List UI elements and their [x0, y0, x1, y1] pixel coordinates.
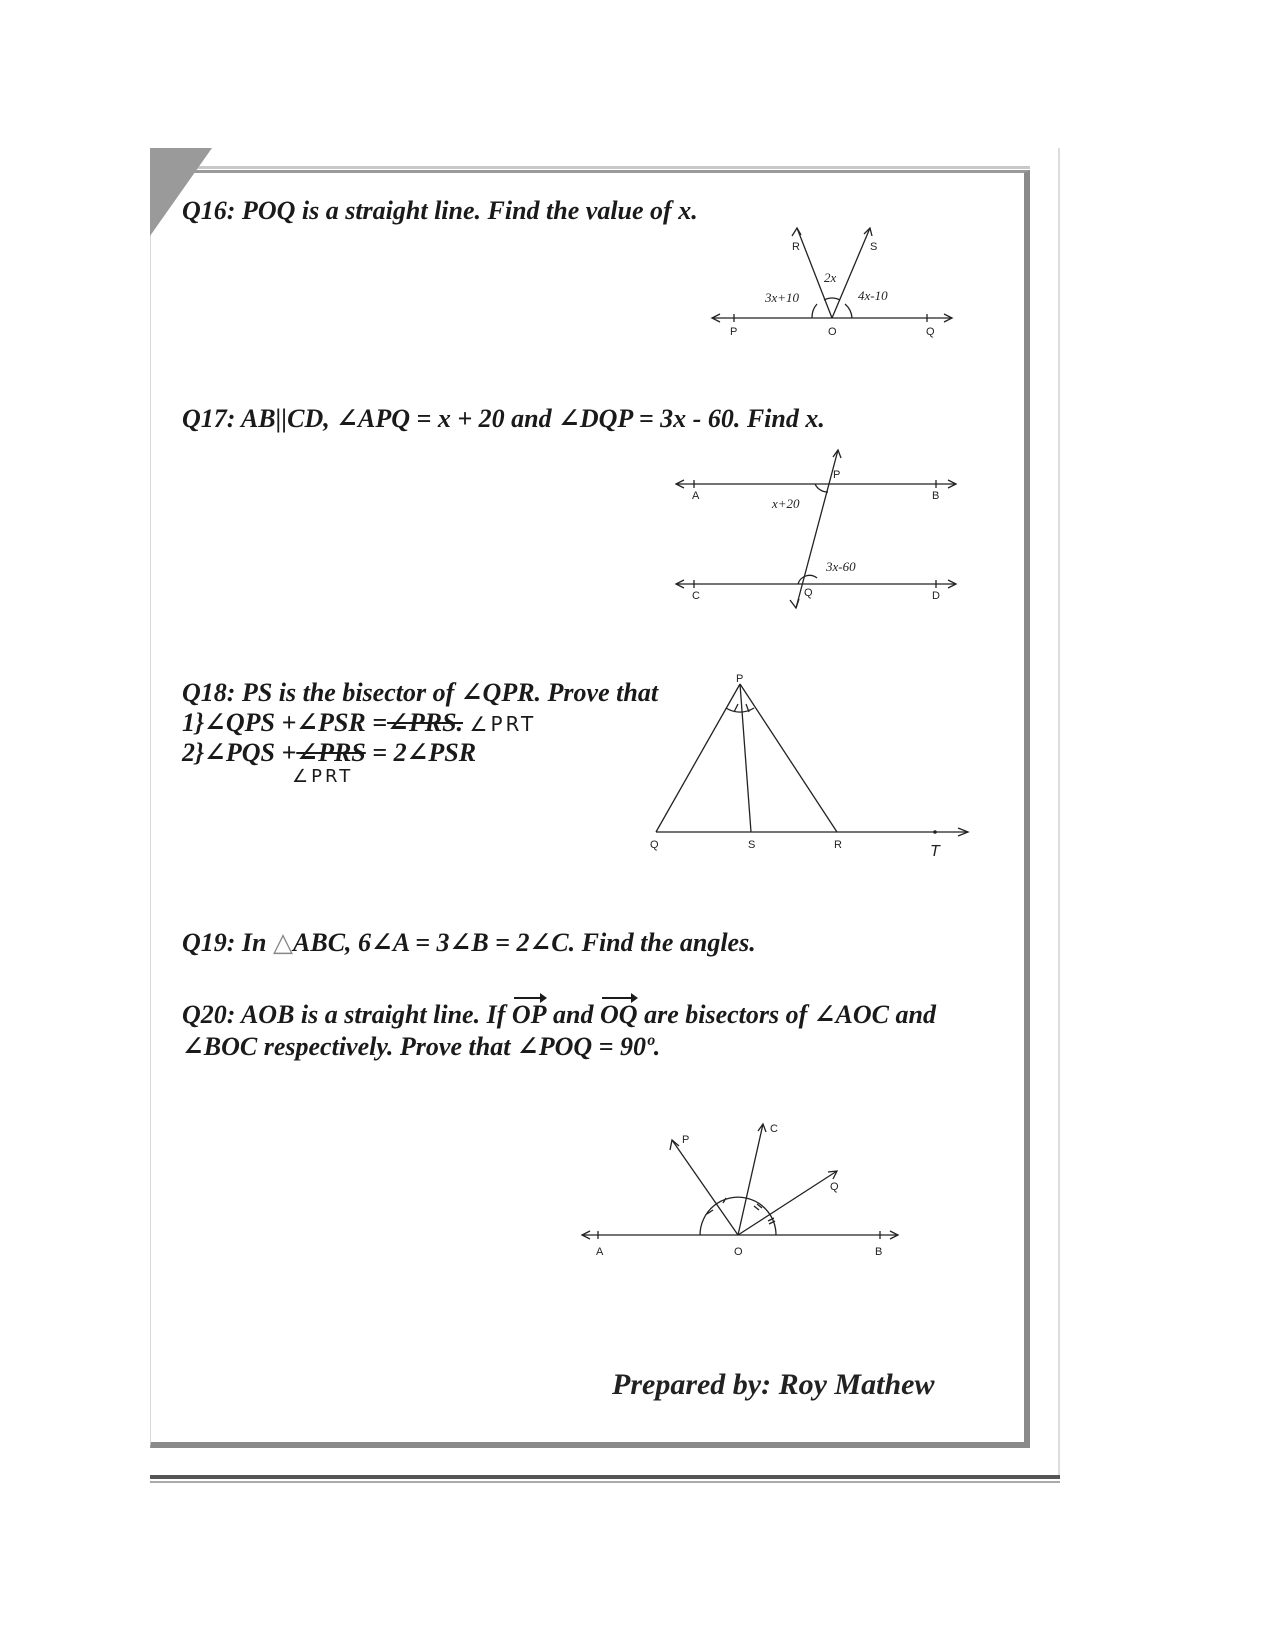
- q17-text: Q17: AB||CD, ∠APQ = x + 20 and ∠DQP = 3x - 60. Find x.: [182, 404, 825, 433]
- q20-label-Q: Q: [830, 1181, 839, 1193]
- q20-line-1-c: are bisectors of ∠AOC and: [637, 1000, 936, 1029]
- q18-line-1: Q18: PS is the bisector of ∠QPR. Prove that: [182, 678, 659, 707]
- q17-label-A: A: [692, 490, 700, 502]
- q16-label-O: O: [828, 326, 837, 338]
- q18-line-2-text: 1}∠QPS +∠PSR =: [182, 708, 388, 737]
- q20-label-P: P: [682, 1134, 690, 1146]
- q17-angle-1: x+20: [772, 496, 800, 511]
- bottom-rule: [150, 1475, 1060, 1479]
- q19-prefix: Q19: In: [182, 928, 274, 957]
- q17-label-C: C: [692, 590, 700, 602]
- q18-line-2: [182, 708, 536, 739]
- q16-label-Q: Q: [926, 326, 935, 338]
- bottom-rule-thin: [150, 1481, 1060, 1483]
- q20-line-2: ∠BOC respectively. Prove that ∠POQ = 90º.: [182, 1032, 661, 1061]
- q16-angle-3: 4x-10: [858, 288, 888, 303]
- q16-label-P: P: [730, 326, 738, 338]
- q17-label-Q: Q: [804, 587, 813, 599]
- frame-top-shadow: [150, 166, 1030, 169]
- q20-label-B: B: [875, 1246, 883, 1258]
- q16-label-S: S: [870, 241, 878, 253]
- q19-text: [182, 928, 756, 958]
- q20-diagram: [580, 1110, 910, 1270]
- q18-line-2-handwritten: ∠PRT: [469, 712, 537, 736]
- q16-angle-2: 2x: [824, 270, 837, 285]
- prepared-by: Prepared by: Roy Mathew: [612, 1368, 935, 1401]
- right-rule: [1058, 148, 1060, 1478]
- q20-vector-op: OP: [511, 1000, 547, 1029]
- q18-label-Q: Q: [650, 839, 659, 851]
- q16-diagram: [712, 220, 962, 340]
- q18-label-T: T: [930, 843, 940, 860]
- q18-label-S: S: [748, 839, 756, 851]
- q18-diagram: [650, 673, 990, 866]
- q20-vector-oq: OQ: [600, 1000, 638, 1029]
- q18-label-P: P: [736, 673, 744, 685]
- q16-angle-1: 3x+10: [765, 290, 800, 305]
- q18-line-3-struck: ∠PRS: [296, 738, 366, 767]
- q17-label-D: D: [932, 590, 940, 602]
- q20-line-1: [182, 1000, 936, 1030]
- q16-text: Q16: POQ is a straight line. Find the value of x.: [182, 196, 698, 225]
- q19-rest: ABC, 6∠A = 3∠B = 2∠C. Find the angles.: [293, 928, 756, 957]
- q20-line-1-b: and: [546, 1000, 601, 1029]
- q18-line-3-text-b: = 2∠PSR: [365, 738, 477, 767]
- q17-angle-2: 3x-60: [826, 559, 856, 574]
- q17-label-B: B: [932, 490, 940, 502]
- q17-diagram: [676, 446, 966, 616]
- q18-line-2-struck: ∠PRS.: [387, 708, 464, 737]
- q16-label-R: R: [792, 241, 800, 253]
- q20-label-O: O: [734, 1246, 743, 1258]
- q20-line-1-a: Q20: AOB is a straight line. If: [182, 1000, 512, 1029]
- q17-label-P: P: [833, 469, 841, 481]
- q18-line-4-handwritten: ∠PRT: [292, 766, 354, 787]
- q20-label-C: C: [770, 1123, 778, 1135]
- q18-line-3-text: 2}∠PQS +: [182, 738, 297, 767]
- triangle-icon: [273, 928, 293, 958]
- q18-label-R: R: [834, 839, 842, 851]
- q20-label-A: A: [596, 1246, 604, 1258]
